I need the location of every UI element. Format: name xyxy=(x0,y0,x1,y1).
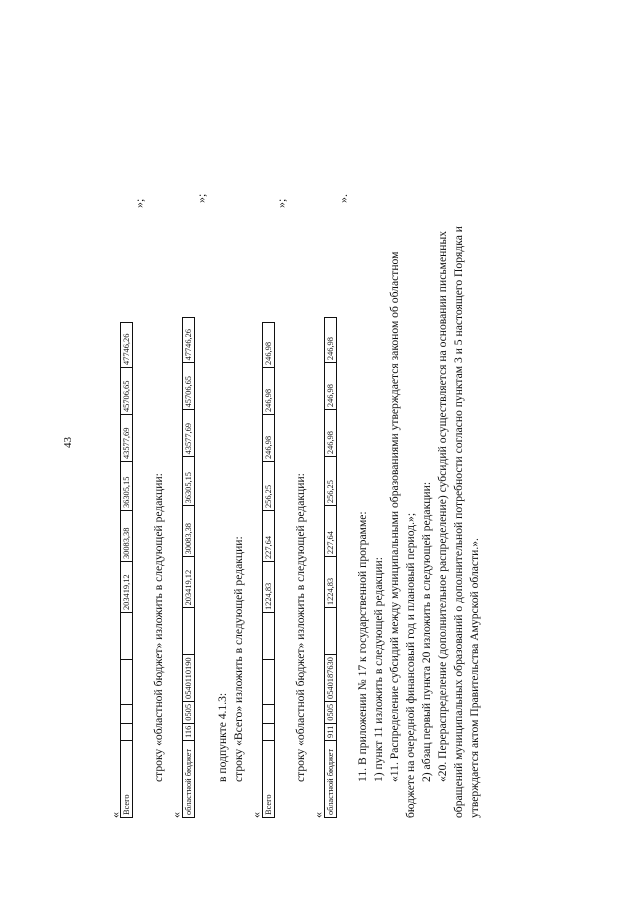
page-number: 43 xyxy=(62,437,74,448)
code-cell: 0540187630 xyxy=(325,655,337,702)
paragraph: утверждается актом Правительства Амурской области.». xyxy=(468,538,481,818)
code-cell xyxy=(263,613,275,660)
code-cell: 0505 xyxy=(325,701,337,723)
value-cell: 246,98 xyxy=(263,323,275,368)
paragraph: 2) абзац первый пункта 20 изложить в следующей редакции: xyxy=(420,481,433,782)
open-quote: « xyxy=(108,812,122,818)
close-quote: ». xyxy=(336,194,350,203)
close-quote: »; xyxy=(274,198,288,208)
value-cell: 203419,12 xyxy=(121,562,133,613)
value-cell: 43577,69 xyxy=(183,410,195,457)
paragraph: «11. Распределение субсидий между муниципальными образованиями утверждается законом об областном xyxy=(388,251,401,782)
code-cell xyxy=(183,608,195,655)
code-cell: 0505 xyxy=(183,701,195,723)
paragraph: строку «Всего» изложить в следующей редакции: xyxy=(232,536,245,782)
value-cell: 43577,69 xyxy=(121,415,133,462)
code-cell: 911 xyxy=(325,723,337,740)
code-cell xyxy=(263,724,275,741)
code-cell xyxy=(121,724,133,741)
paragraph: 11. В приложении № 17 к государственной программе: xyxy=(356,511,369,782)
value-cell: 246,98 xyxy=(325,318,337,363)
value-cell: 45706,65 xyxy=(183,363,195,410)
value-cell: 36305,15 xyxy=(183,457,195,506)
value-cell: 45706,65 xyxy=(121,368,133,415)
value-cell: 246,98 xyxy=(325,410,337,457)
value-cell: 36305,15 xyxy=(121,462,133,511)
value-cell: 256,25 xyxy=(263,462,275,511)
paragraph: строку «областной бюджет» изложить в следующей редакции: xyxy=(152,473,165,782)
row-label: областной бюджет xyxy=(325,741,337,818)
paragraph: обращений муниципальных образований о дополнительной потребности согласно пунктам 3 и 5 настоящего Порядка и xyxy=(452,226,465,818)
value-cell: 47746,26 xyxy=(183,318,195,363)
value-cell: 246,98 xyxy=(263,368,275,415)
paragraph: в подпункте 4.1.3: xyxy=(216,692,229,782)
value-cell: 246,98 xyxy=(325,363,337,410)
row-label: Всего xyxy=(263,741,275,818)
table-row-oblast-2 xyxy=(324,317,337,818)
paragraph: 1) пункт 11 изложить в следующей редакции: xyxy=(372,557,385,782)
code-cell xyxy=(121,660,133,705)
open-quote: « xyxy=(169,812,183,818)
code-cell: 0540110190 xyxy=(183,655,195,702)
row-label: Всего xyxy=(121,741,133,818)
value-cell: 203419,12 xyxy=(183,557,195,608)
paragraph: строку «областной бюджет» изложить в следующей редакции: xyxy=(294,473,307,782)
table-row-vsego-2 xyxy=(262,322,275,818)
paragraph: бюджете на очередной финансовый год и плановый период.»; xyxy=(404,512,417,818)
value-cell: 47746,26 xyxy=(121,323,133,368)
close-quote: »; xyxy=(194,193,208,203)
table-row-vsego-1 xyxy=(120,322,133,818)
open-quote: « xyxy=(249,812,263,818)
code-cell xyxy=(121,705,133,724)
rotated-content xyxy=(62,78,512,818)
value-cell: 256,25 xyxy=(325,457,337,506)
value-cell: 1224,83 xyxy=(325,557,337,608)
value-cell: 30083,38 xyxy=(183,506,195,557)
close-quote: »; xyxy=(132,198,146,208)
code-cell xyxy=(325,608,337,655)
code-cell xyxy=(263,705,275,724)
value-cell: 227,64 xyxy=(325,506,337,557)
value-cell: 246,98 xyxy=(263,415,275,462)
code-cell xyxy=(263,660,275,705)
value-cell: 227,64 xyxy=(263,511,275,562)
paragraph: «20. Перераспределение (дополнительное распределение) субсидий осуществляется на основании письменных xyxy=(436,230,449,782)
open-quote: « xyxy=(311,812,325,818)
code-cell: 116 xyxy=(183,723,195,740)
table-row-oblast-1 xyxy=(182,317,195,818)
row-label: областной бюджет xyxy=(183,741,195,818)
value-cell: 1224,83 xyxy=(263,562,275,613)
value-cell: 30083,38 xyxy=(121,511,133,562)
code-cell xyxy=(121,613,133,660)
